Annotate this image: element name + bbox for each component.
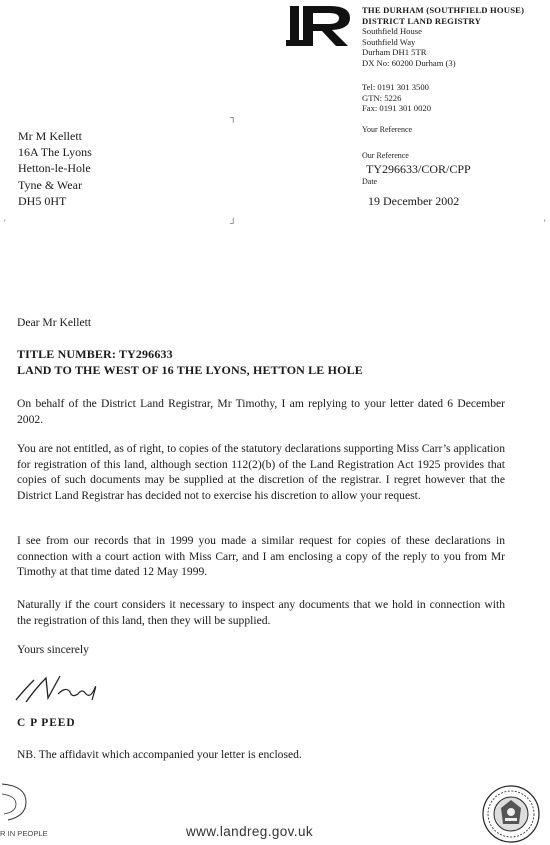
address-line: DH5 0HT [18,193,67,208]
letter-date: 19 December 2002 [368,194,460,208]
address-line: 16A The Lyons [18,145,92,160]
contact-line: Fax: 0191 301 0020 [362,103,431,114]
office-line: THE DURHAM (SOUTHFIELD HOUSE) [362,5,525,15]
land-registry-logo [286,4,356,48]
address-line: Mr M Kellett [18,129,82,143]
recipient-address [18,128,92,209]
fold-mark: ┐ [230,112,237,122]
closing: Yours sincerely [17,643,89,656]
your-reference-label: Your Reference [362,125,413,134]
handwritten-signature [12,672,107,706]
office-address [362,5,524,69]
date-label: Date [362,177,378,186]
paragraph: Naturally if the court considers it necessary to inspect any documents that we hold in connection with the registration of this land, then they will be supplied. [17,598,505,627]
fold-mark: ┘ [230,218,237,228]
investors-in-people-mark [0,778,32,826]
fold-mark: ' [544,218,546,228]
paragraph: I see from our records that in 1999 you made a similar request for copies of these declarations in connection with a court action with Miss Carr, and I am enclosing a copy of the reply to you from Mr Timothy at that time dated 12 May 1999. [17,534,505,579]
fold-mark: ' [4,218,6,228]
salutation: Dear Mr Kellett [17,316,92,329]
contact-line: Tel: 0191 301 3500 [362,82,429,92]
office-line: DX No: 60200 Durham (3) [362,57,456,68]
royal-crest-seal [481,784,541,844]
address-line: Tyne & Wear [18,177,82,192]
office-line: DISTRICT LAND REGISTRY [362,15,482,26]
office-line: Southfield Way [362,36,416,47]
office-line: Southfield House [362,26,422,37]
paragraph: You are not entitled, as of right, to copies of the statutory declarations supporting Miss Carr’s application for registration of this land, although section 112(2)(b) of the Land Registration Act 1925 provides that copies of such documents may be supplied at the discretion of the registrar. I regret however that the District Land Registrar has decided not to exercise his discretion to allow your request. [17,442,505,502]
signer-name: C P PEED [17,717,76,729]
title-number: TITLE NUMBER: TY296633 [17,347,173,361]
office-line: Durham DH1 5TR [362,47,427,58]
our-reference: TY296633/COR/CPP [366,162,471,176]
address-line: Hetton-le-Hole [18,161,91,176]
nb-note: NB. The affidavit which accompanied your letter is enclosed. [17,748,302,761]
paragraph: On behalf of the District Land Registrar, Mr Timothy, I am replying to your letter dated 6 December 2002. [17,397,505,426]
office-contacts [362,82,431,114]
property-description: LAND TO THE WEST OF 16 THE LYONS, HETTON LE HOLE [17,363,363,377]
footer-left-text: R IN PEOPLE [0,829,48,838]
footer-url: www.landreg.gov.uk [186,824,314,839]
letter-subject [17,346,363,378]
our-reference-label: Our Reference [362,151,409,160]
contact-line: GTN: 5226 [362,92,402,103]
